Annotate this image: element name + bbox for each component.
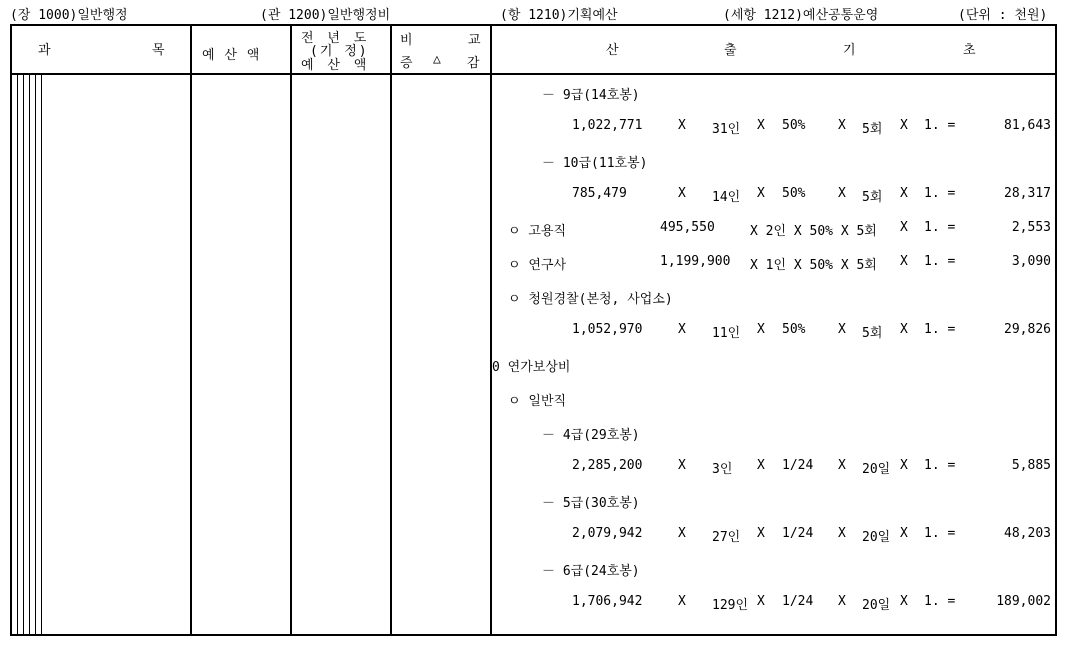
row-x1: X [678, 118, 686, 133]
row-count: 129인 [712, 598, 749, 613]
row-base-amount: 1,706,942 [572, 594, 643, 609]
row-x1: X [678, 526, 686, 541]
header-sehang: (세항 1212)예산공통운영 [723, 8, 879, 23]
row-base-amount: 495,550 [660, 220, 715, 235]
row-times: 20일 [862, 462, 891, 477]
budget-table [10, 24, 1057, 636]
col-calc-4: 초 [963, 43, 976, 58]
row-x2: X [757, 458, 765, 473]
row-amount: 29,826 [1004, 322, 1051, 337]
row-times: 5회 [862, 190, 883, 205]
row-label: － 10급(11호봉) [542, 156, 648, 171]
row-base-amount: 2,285,200 [572, 458, 643, 473]
calc-row [12, 322, 1055, 342]
row-x1: X [678, 594, 686, 609]
row-formula: X 2인 X 50% X 5회 [750, 224, 877, 239]
row-amount: 28,317 [1004, 186, 1051, 201]
calc-row [12, 390, 1055, 410]
row-amount: 48,203 [1004, 526, 1051, 541]
row-x1: X [678, 186, 686, 201]
row-x4: X [900, 526, 908, 541]
row-x2: X [757, 118, 765, 133]
row-mult: 1. = [924, 594, 956, 609]
row-mult: 1. = [924, 186, 956, 201]
row-mult: 1. = [924, 526, 956, 541]
row-x2: X [757, 322, 765, 337]
row-x4: X [900, 186, 908, 201]
col-calc-2: 출 [724, 43, 737, 58]
row-times: 5회 [862, 122, 883, 137]
row-count: 3인 [712, 462, 733, 477]
row-x4: X [900, 322, 908, 337]
calc-row [12, 526, 1055, 546]
calc-row [12, 356, 1055, 376]
col-gwa: 과 [38, 43, 51, 58]
col-calc-3: 기 [843, 43, 856, 58]
row-label: － 4급(29호봉) [542, 428, 640, 443]
calc-row [12, 560, 1055, 580]
row-x3: X [838, 458, 846, 473]
row-rate: 1/24 [782, 526, 814, 541]
row-mult: 1. = [924, 254, 956, 269]
header-hang: (항 1210)기획예산 [500, 8, 618, 23]
row-x3: X [838, 594, 846, 609]
row-mult: 1. = [924, 322, 956, 337]
col-cmp-2a: 증 [400, 56, 413, 71]
row-label: 0 연가보상비 [492, 360, 571, 375]
header-separator [12, 73, 1055, 75]
header-jang: (장 1000)일반행정 [10, 8, 128, 23]
header-unit: (단위 : 천원) [958, 8, 1048, 23]
row-rate: 50% [782, 322, 806, 337]
row-base-amount: 785,479 [572, 186, 627, 201]
row-base-amount: 1,199,900 [660, 254, 731, 269]
calc-row [12, 594, 1055, 614]
calc-row [12, 254, 1055, 274]
row-x4: X [900, 458, 908, 473]
row-label: ㅇ 고용직 [508, 224, 567, 239]
row-x4: X [900, 254, 908, 269]
calc-row [12, 458, 1055, 478]
calc-row [12, 118, 1055, 138]
calc-row [12, 84, 1055, 104]
calc-row [12, 220, 1055, 240]
row-rate: 50% [782, 186, 806, 201]
row-mult: 1. = [924, 458, 956, 473]
row-mult: 1. = [924, 118, 956, 133]
row-amount: 3,090 [1011, 254, 1051, 269]
row-amount: 81,643 [1004, 118, 1051, 133]
row-rate: 50% [782, 118, 806, 133]
row-times: 20일 [862, 598, 891, 613]
row-label: ㅇ 연구사 [508, 258, 567, 273]
col-prev-2: (기 정) [310, 44, 369, 59]
row-count: 14인 [712, 190, 741, 205]
row-x4: X [900, 118, 908, 133]
col-cmp-1a: 비 [400, 33, 413, 48]
row-formula: X 1인 X 50% X 5회 [750, 258, 877, 273]
row-count: 31인 [712, 122, 741, 137]
row-amount: 2,553 [1011, 220, 1051, 235]
row-x4: X [900, 220, 908, 235]
row-label: － 5급(30호봉) [542, 496, 640, 511]
col-budget: 예 산 액 [202, 48, 261, 63]
row-amount: 189,002 [996, 594, 1051, 609]
header-gwan: (관 1200)일반행정비 [260, 8, 391, 23]
row-x3: X [838, 186, 846, 201]
row-x1: X [678, 458, 686, 473]
row-times: 5회 [862, 326, 883, 341]
col-cmp-1b: 교 [468, 33, 481, 48]
row-label: － 6급(24호봉) [542, 564, 640, 579]
calc-row [12, 492, 1055, 512]
col-prev-1: 전 년 도 [301, 31, 370, 46]
col-calc-1: 산 [606, 43, 619, 58]
col-cmp-2b: △ [433, 52, 441, 67]
row-x2: X [757, 526, 765, 541]
row-x1: X [678, 322, 686, 337]
row-label: ㅇ 일반직 [508, 394, 567, 409]
row-count: 27인 [712, 530, 741, 545]
row-rate: 1/24 [782, 458, 814, 473]
calc-row [12, 152, 1055, 172]
col-mok: 목 [152, 43, 165, 58]
col-prev-3: 예 산 액 [301, 58, 370, 73]
row-count: 11인 [712, 326, 741, 341]
row-x4: X [900, 594, 908, 609]
col-cmp-2c: 감 [467, 56, 480, 71]
row-x2: X [757, 594, 765, 609]
calc-row [12, 186, 1055, 206]
row-times: 20일 [862, 530, 891, 545]
row-x3: X [838, 322, 846, 337]
row-amount: 5,885 [1011, 458, 1051, 473]
row-mult: 1. = [924, 220, 956, 235]
calc-row [12, 288, 1055, 308]
row-base-amount: 2,079,942 [572, 526, 643, 541]
row-x3: X [838, 526, 846, 541]
calc-row [12, 424, 1055, 444]
row-label: － 9급(14호봉) [542, 88, 640, 103]
row-base-amount: 1,052,970 [572, 322, 643, 337]
row-rate: 1/24 [782, 594, 814, 609]
row-base-amount: 1,022,771 [572, 118, 643, 133]
row-label: ㅇ 청원경찰(본청, 사업소) [508, 292, 673, 307]
row-x2: X [757, 186, 765, 201]
row-x3: X [838, 118, 846, 133]
